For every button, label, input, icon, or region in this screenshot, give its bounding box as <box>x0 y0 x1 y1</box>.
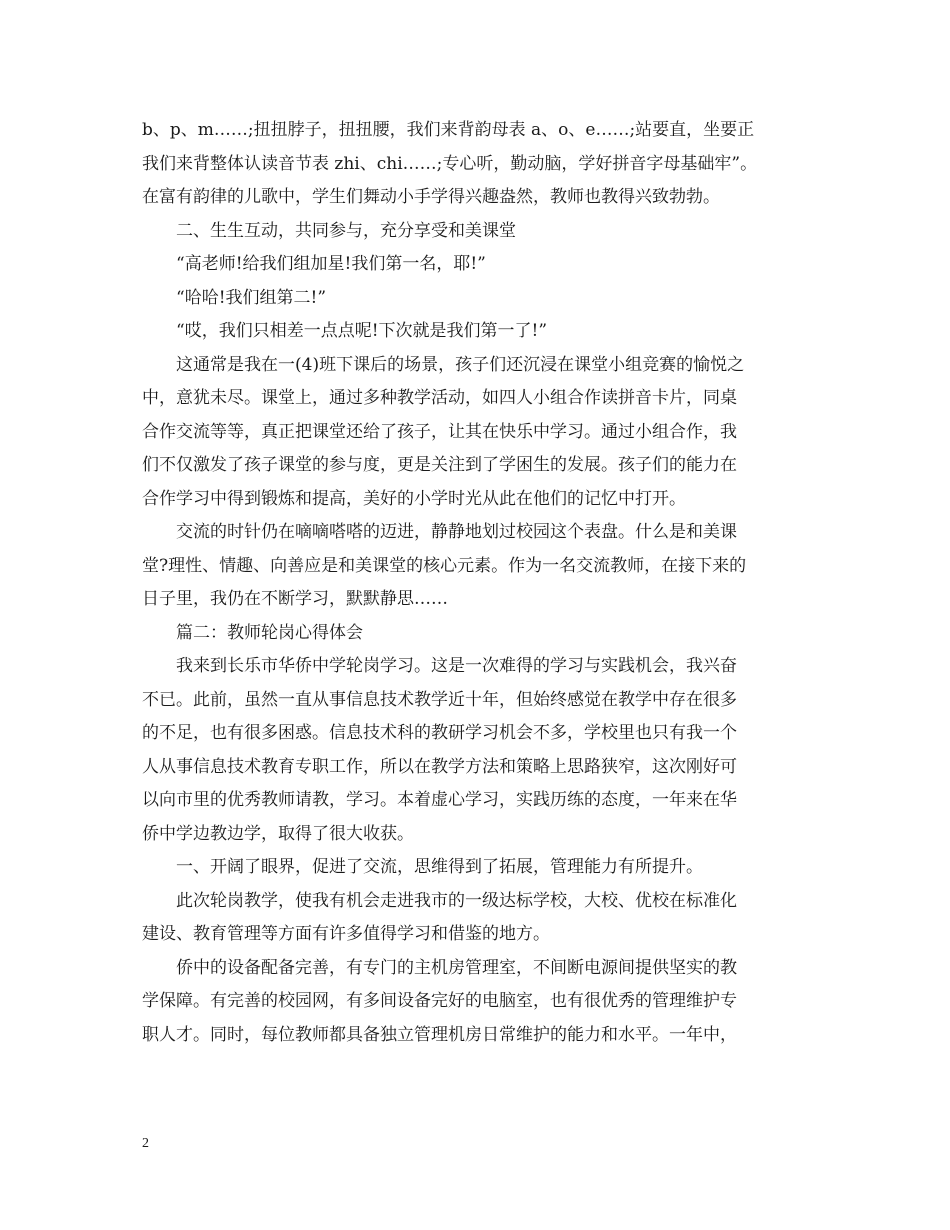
text-line: 职人才。同时，每位教师都具备独立管理机房日常维护的能力和水平。一年中， <box>142 1024 737 1045</box>
text-line: 建设、教育管理等方面有许多值得学习和借鉴的地方。 <box>142 924 550 944</box>
article-title: 篇二：教师轮岗心得体会 <box>176 622 363 643</box>
text-line: 这通常是我在一(4)班下课后的场景，孩子们还沉浸在课堂小组竞赛的愉悦之 <box>176 354 745 375</box>
text-line: 侨中的设备配备完善，有专门的主机房管理室，不间断电源间提供坚实的教 <box>176 957 737 978</box>
text-line: 合作交流等等，真正把课堂还给了孩子，让其在快乐中学习。通过小组合作，我 <box>142 421 737 442</box>
page-number: 2 <box>142 1136 149 1151</box>
text-line: 学保障。有完善的校园网，有多间设备完好的电脑室，也有很优秀的管理维护专 <box>142 991 737 1011</box>
text-line: 人从事信息技术教育专职工作，所以在教学方法和策略上思路狭窄，这次刚好可 <box>142 756 737 777</box>
text-line: 侨中学边教边学，取得了很大收获。 <box>142 823 414 844</box>
text-line: 以向市里的优秀教师请教，学习。本着虚心学习，实践历练的态度，一年来在华 <box>142 790 737 810</box>
text-line: 合作学习中得到锻炼和提高，美好的小学时光从此在他们的记忆中打开。 <box>142 488 686 509</box>
text-line: 中，意犹未尽。课堂上，通过多种教学活动，如四人小组合作读拼音卡片，同桌 <box>142 388 737 408</box>
document-body <box>142 114 806 1052</box>
section-heading: 一、开阔了眼界，促进了交流，思维得到了拓展，管理能力有所提升。 <box>176 857 703 877</box>
text-line: 交流的时针仍在嘀嘀嗒嗒的迈进，静静地划过校园这个表盘。什么是和美课 <box>176 522 737 542</box>
text-line: 的不足，也有很多困惑。信息技术科的教研学习机会不多，学校里也只有我一个 <box>142 723 737 743</box>
quote-line: “高老师!给我们组加星!我们第一名，耶!” <box>176 254 486 274</box>
text-line: 堂?理性、情趣、向善应是和美课堂的核心元素。作为一名交流教师，在接下来的 <box>142 555 747 576</box>
quote-line: “哎，我们只相差一点点呢!下次就是我们第一了!” <box>176 321 548 341</box>
text-line: b、p、m……;扭扭脖子，扭扭腰，我们来背韵母表 a、o、e……;站要直，坐要正 <box>142 120 755 140</box>
section-heading: 二、生生互动，共同参与，充分享受和美课堂 <box>176 220 516 241</box>
text-line: 们不仅激发了孩子课堂的参与度，更是关注到了学困生的发展。孩子们的能力在 <box>142 455 737 475</box>
text-line: 我来到长乐市华侨中学轮岗学习。这是一次难得的学习与实践机会，我兴奋 <box>176 656 737 676</box>
text-line: 此次轮岗教学，使我有机会走进我市的一级达标学校，大校、优校在标准化 <box>176 890 737 911</box>
text-line: 不已。此前，虽然一直从事信息技术教学近十年，但始终感觉在教学中存在很多 <box>142 689 737 710</box>
text-line: 日子里，我仍在不断学习，默默静思…… <box>142 589 448 609</box>
text-line: 在富有韵律的儿歌中，学生们舞动小手学得兴趣盎然，教师也教得兴致勃勃。 <box>142 187 720 207</box>
text-line: 我们来背整体认读音节表 zhi、chi……;专心听，勤动脑，学好拼音字母基础牢”。 <box>142 153 758 174</box>
quote-line: “哈哈!我们组第二!” <box>176 287 327 308</box>
